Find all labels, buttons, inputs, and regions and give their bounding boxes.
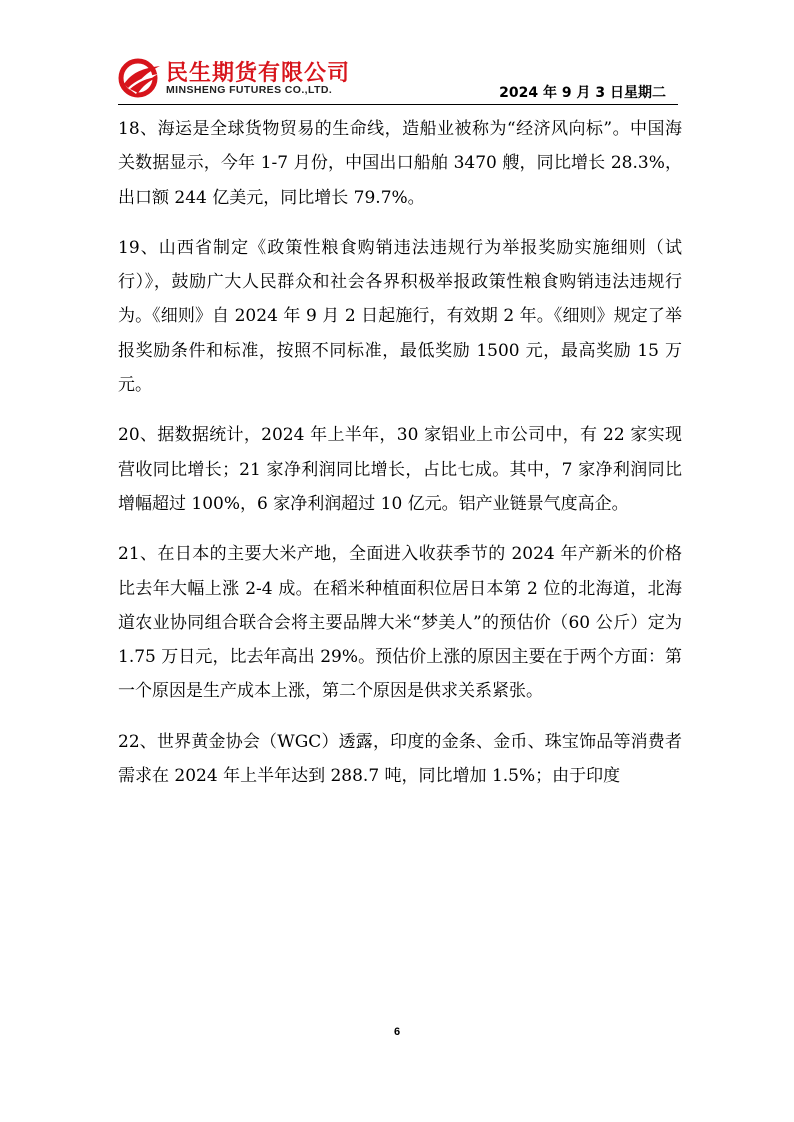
report-date: 2024 年 9 月 3 日星期二 bbox=[499, 85, 666, 101]
news-item-20: 20、据数据统计，2024 年上半年，30 家铝业上市公司中，有 22 家实现营收同比增长；21 家净利润同比增长，占比七成。其中，7 家净利润同比增幅超过 100%，6 家净利润超过 10 亿元。铝产业链景气度高企。 bbox=[118, 425, 682, 514]
page-header bbox=[118, 52, 678, 104]
company-logo bbox=[118, 56, 368, 100]
company-name-en: MINSHENG FUTURES CO.,LTD. bbox=[166, 84, 333, 96]
header-divider bbox=[118, 104, 678, 105]
minsheng-logo-icon bbox=[118, 58, 162, 98]
news-list bbox=[118, 112, 682, 809]
news-item-22: 22、世界黄金协会（WGC）透露，印度的金条、金币、珠宝饰品等消费者需求在 2024 年上半年达到 288.7 吨，同比增加 1.5%；由于印度 bbox=[118, 731, 682, 787]
news-item-19: 19、山西省制定《政策性粮食购销违法违规行为举报奖励实施细则（试行）》，鼓励广大人民群众和社会各界积极举报政策性粮食购销违法违规行为。《细则》自 2024 年 9 月 2 日起施行，有效期 2 年。《细则》规定了举报奖励条件和标准，按照不同标准，最低奖励 1500 元，最高奖励 15 万元。 bbox=[118, 237, 682, 396]
company-name-cn: 民生期货有限公司 bbox=[166, 61, 351, 86]
page-number: 6 bbox=[393, 1026, 401, 1038]
news-item-18: 18、海运是全球货物贸易的生命线，造船业被称为“经济风向标”。中国海关数据显示，今年 1-7 月份，中国出口船舶 3470 艘，同比增长 28.3%，出口额 244 亿美元，同比增长 79.7%。 bbox=[118, 119, 682, 208]
news-item-21: 21、在日本的主要大米产地，全面进入收获季节的 2024 年产新米的价格比去年大幅上涨 2-4 成。在稻米种植面积位居日本第 2 位的北海道，北海道农业协同组合联合会将主要品牌大米“梦美人”的预估价（60 公斤）定为 1.75 万日元，比去年高出 29%。预估价上涨的原因主要在于两个方面：第一个原因是生产成本上涨，第二个原因是供求关系紧张。 bbox=[118, 544, 682, 702]
